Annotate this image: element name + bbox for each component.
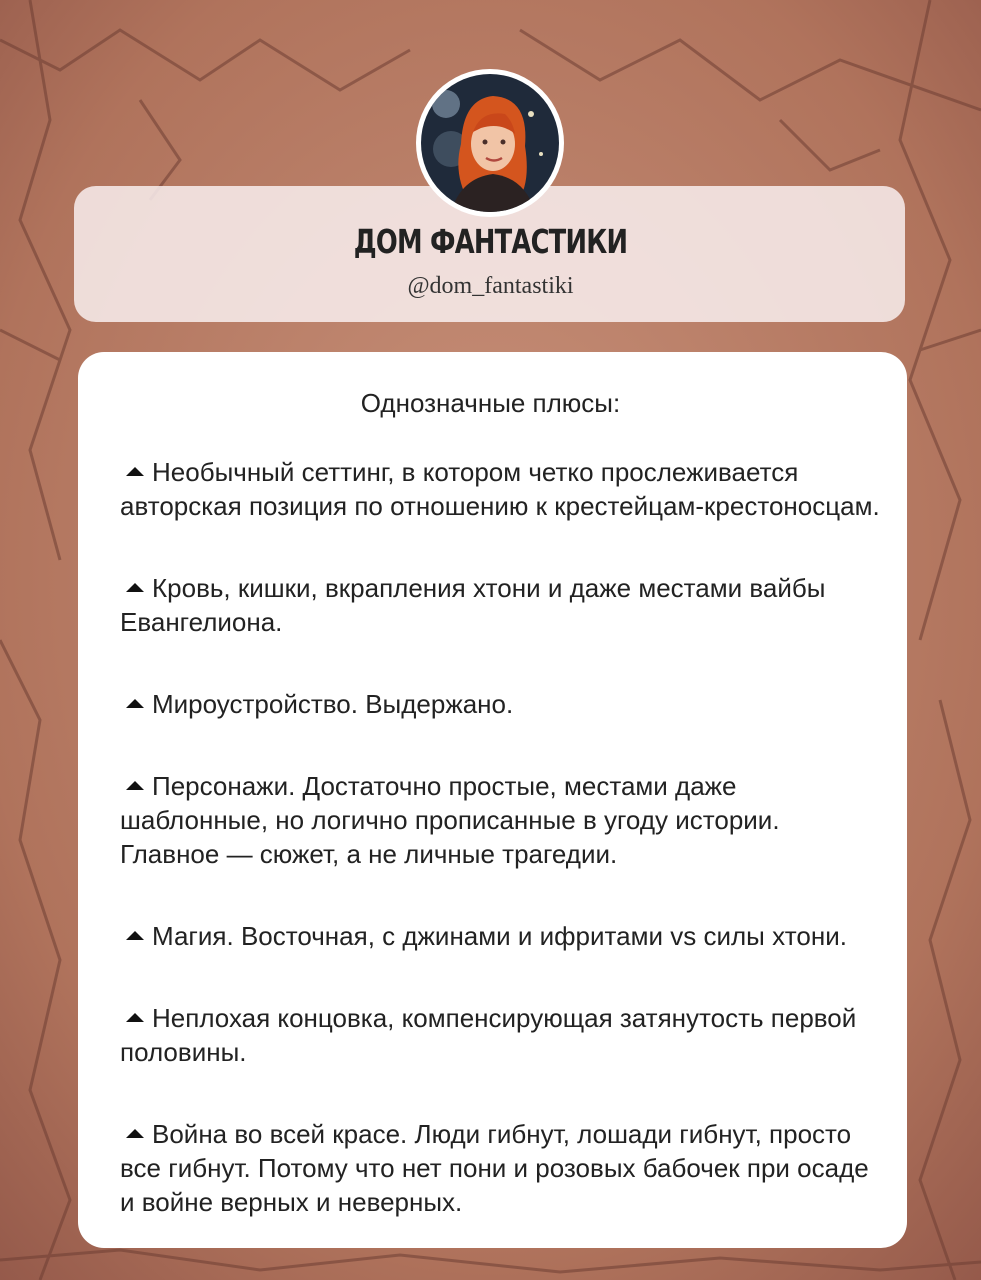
triangle-up-icon — [126, 699, 144, 708]
list-item-text: Война во всей красе. Люди гибнут, лошади гибнут, просто все гибнут. Потому что нет пони и розовых бабочек при осаде и войне верных и неверных. — [120, 1119, 869, 1217]
list-item-text: Магия. Восточная, с джинами и ифритами vs силы хтони. — [152, 921, 847, 951]
list-item — [120, 1117, 885, 1219]
list-item — [120, 919, 885, 953]
triangle-up-icon — [126, 1013, 144, 1022]
triangle-up-icon — [126, 931, 144, 940]
brand-title: ДОМ ФАНТАСТИКИ — [353, 222, 628, 261]
brand-handle: @dom_fantastiki — [407, 273, 574, 299]
pros-list — [120, 455, 885, 1267]
profile-avatar-icon — [421, 74, 559, 212]
list-item-text: Персонажи. Достаточно простые, местами даже шаблонные, но логично прописанные в угоду истории. Главное — сюжет, а не личные трагедии. — [120, 771, 780, 869]
triangle-up-icon — [126, 781, 144, 790]
list-item — [120, 687, 885, 721]
list-item-text: Кровь, кишки, вкрапления хтони и даже местами вайбы Евангелиона. — [120, 573, 826, 637]
list-item — [120, 769, 885, 871]
list-item — [120, 455, 885, 523]
list-item-text: Неплохая концовка, компенсирующая затянутость первой половины. — [120, 1003, 857, 1067]
triangle-up-icon — [126, 1129, 144, 1138]
avatar[interactable] — [416, 69, 564, 217]
triangle-up-icon — [126, 467, 144, 476]
list-item-text: Мироустройство. Выдержано. — [152, 689, 514, 719]
list-item — [120, 1001, 885, 1069]
content-title: Однозначные плюсы: — [360, 388, 621, 418]
triangle-up-icon — [126, 583, 144, 592]
list-item — [120, 571, 885, 639]
list-item-text: Необычный сеттинг, в котором четко прослеживается авторская позиция по отношению к крестейцам-крестоносцам. — [120, 457, 880, 521]
